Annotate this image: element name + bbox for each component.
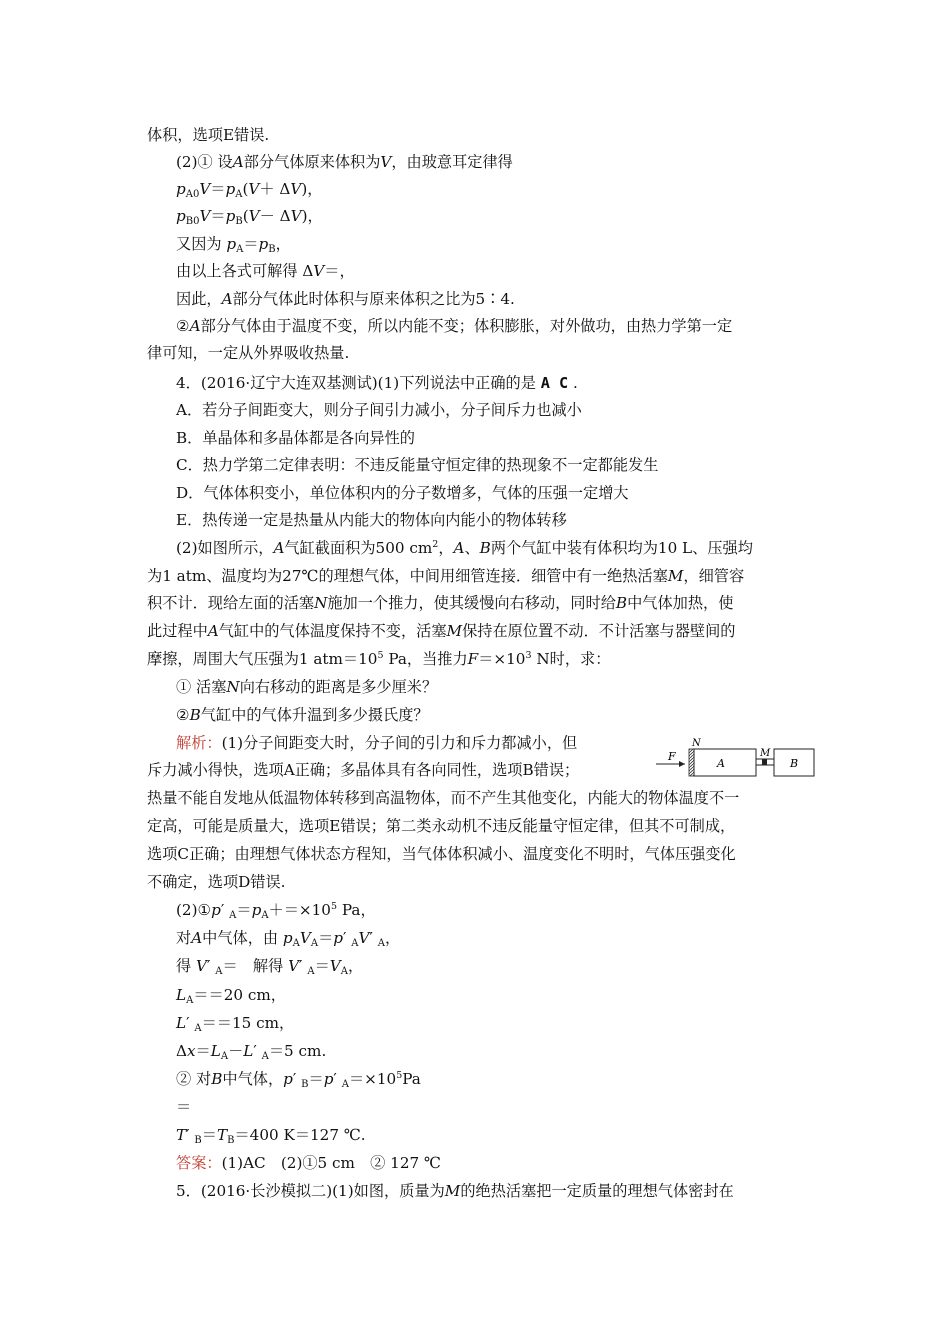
subscript: A (310, 938, 319, 949)
text: ， (347, 957, 364, 975)
equation-line (176, 1094, 191, 1120)
text: ＝ (201, 1126, 217, 1144)
text: Pa，当推力 (383, 650, 468, 668)
analysis-line (176, 730, 577, 756)
text: Pa， (337, 901, 376, 919)
equation-line (176, 953, 363, 979)
text: ′ (343, 929, 352, 947)
var: M (667, 567, 684, 585)
text: ＝ (210, 180, 226, 198)
text: N时，求： (531, 650, 611, 668)
var: B (189, 706, 201, 724)
subscript: A (261, 910, 269, 921)
subscript: B (194, 1135, 202, 1146)
text: ′ (333, 1070, 342, 1088)
text: )， (301, 207, 323, 225)
piston-m (762, 759, 767, 765)
text: 两个气缸中装有体积均为10 L、压强均 (490, 539, 753, 557)
text-line (147, 563, 744, 589)
superscript: 2 (432, 539, 439, 550)
superscript: 5 (330, 901, 338, 912)
subscript: B0 (185, 216, 200, 227)
var: L (243, 1042, 254, 1060)
text: ＋ Δ (259, 180, 291, 198)
text: 气缸中的气体温度保持不变，活塞 (218, 622, 447, 640)
var: A (189, 317, 201, 335)
equation-line (176, 1038, 326, 1064)
text: 中气体，由 (202, 929, 283, 947)
subscript: A (229, 910, 237, 921)
text: 对 (176, 929, 192, 947)
text: )， (301, 180, 323, 198)
text: ， (438, 539, 454, 557)
option-b (176, 425, 415, 451)
text: ＋＝×10 (268, 901, 331, 919)
var: V (199, 207, 211, 225)
text: 不确定，选项D错误. (147, 873, 286, 891)
option-a (176, 397, 582, 423)
text: 热量不能自发地从低温物体转移到高温物体，而不产生其他变化，内能大的物体温度不一 (147, 789, 740, 807)
text: － Δ (259, 207, 291, 225)
var: B (211, 1070, 223, 1088)
superscript: 5 (396, 1070, 403, 1081)
label-a: A (717, 757, 725, 770)
equation-line (176, 1010, 294, 1036)
var: V (313, 262, 325, 280)
text-line (147, 618, 735, 644)
text: ＝5 cm. (268, 1042, 327, 1060)
text: B．单晶体和多晶体都是各向异性的 (176, 429, 415, 447)
var: V (248, 207, 260, 225)
text-line (176, 286, 515, 312)
subscript: A (194, 1023, 202, 1034)
subscript: A (220, 1051, 229, 1062)
equation-line (176, 925, 400, 951)
option-e (176, 507, 567, 533)
text: . (568, 374, 578, 392)
text: Pa (402, 1070, 421, 1088)
text: (2)① 设 (176, 153, 233, 171)
text: ＝ (243, 235, 259, 253)
text: ＝ (308, 1070, 324, 1088)
var: p (251, 901, 262, 919)
var: V (196, 957, 207, 975)
var: A (273, 539, 285, 557)
text-line (147, 590, 733, 616)
equation-line (176, 1122, 366, 1148)
var: L (176, 986, 187, 1004)
var: M (444, 1182, 461, 1200)
var: p (283, 1070, 293, 1088)
text: ′ (186, 1126, 195, 1144)
text: 4．(2016·辽宁大连双基测试)(1)下列说法中正确的是 (176, 374, 541, 392)
text: 摩擦，周围大气压强为1 atm＝10 (147, 650, 378, 668)
text-line (147, 785, 739, 811)
subscript: A (186, 995, 194, 1006)
analysis-label: 解析： (176, 734, 222, 752)
equation-line (176, 176, 322, 202)
text-line (147, 813, 735, 839)
var: A (453, 539, 465, 557)
text: 部分气体原来体积为 (243, 153, 381, 171)
text: ′ (206, 957, 216, 975)
text: ′ (292, 1070, 302, 1088)
text: 中气体加热，使 (627, 594, 734, 612)
text: ( (242, 180, 249, 198)
superscript: 3 (525, 650, 532, 661)
text: ′ (186, 1014, 195, 1032)
text: 选项C正确；由理想气体状态方程知，当气体体积减小、温度变化不明时，气体压强变化 (147, 845, 736, 863)
answer-label: 答案： (176, 1154, 222, 1172)
var: T (216, 1126, 228, 1144)
var: F (467, 650, 479, 668)
text: A．若分子间距变大，则分子间引力减小，分子间斥力也减小 (176, 401, 582, 419)
text: ＝×10 (348, 1070, 397, 1088)
var: V (288, 957, 300, 975)
text: ′ (253, 1042, 262, 1060)
text: 气缸中的气体升温到多少摄氏度？ (200, 706, 429, 724)
var: p (258, 235, 269, 253)
text: ′ (369, 929, 378, 947)
text: D．气体体积变小，单位体积内的分子数增多，气体的压强一定增大 (176, 484, 629, 502)
text-line (147, 869, 286, 895)
var: V (380, 153, 392, 171)
text: ＝， (324, 262, 355, 280)
var: x (186, 1042, 196, 1060)
equation-line (176, 1066, 421, 1092)
text-line (147, 841, 736, 867)
var: p (211, 901, 221, 919)
text: (2)① (176, 901, 212, 919)
text-line (147, 340, 349, 366)
text-line (176, 149, 513, 175)
piston-n (689, 749, 694, 776)
text: 部分气体由于温度不变，所以内能不变；体积膨胀，对外做功，由热力学第一定 (200, 317, 733, 335)
subscript: A (341, 1079, 349, 1090)
var: N (226, 678, 240, 696)
text: 律可知，一定从外界吸收热量. (147, 344, 350, 362)
var: V (358, 929, 370, 947)
text-line (176, 702, 429, 728)
force-arrowhead (679, 761, 685, 767)
var: N (314, 594, 328, 612)
text: C．热力学第二定律表明：不违反能量守恒定律的热现象不一定都能发生 (176, 456, 659, 474)
text: 因此， (176, 290, 222, 308)
equation-line (176, 982, 286, 1008)
var: A (221, 290, 233, 308)
var: V (199, 180, 211, 198)
subscript: A (340, 966, 348, 977)
var: V (329, 957, 341, 975)
var: p (176, 180, 186, 198)
text: E．热传递一定是热量从内能大的物体向内能小的物体转移 (176, 511, 567, 529)
text: ，由玻意耳定律得 (391, 153, 513, 171)
text: ′ (220, 901, 230, 919)
text: 向右移动的距离是多少厘米？ (239, 678, 438, 696)
var: p (333, 929, 344, 947)
text-line (176, 535, 753, 561)
subscript: A (292, 938, 300, 949)
var: p (226, 235, 237, 253)
text: ＝ (195, 1042, 211, 1060)
subscript: A (377, 938, 386, 949)
subscript: A (236, 244, 244, 255)
answer-line (176, 1150, 441, 1176)
text-line (147, 122, 269, 148)
var: M (446, 622, 463, 640)
var: p (225, 207, 236, 225)
subscript: A (307, 966, 315, 977)
var: V (290, 180, 302, 198)
subscript: A (261, 1051, 269, 1062)
equation-line (176, 203, 323, 229)
text: ② (176, 317, 190, 335)
subscript: B (235, 216, 243, 227)
var: T (176, 1126, 187, 1144)
text: 保持在原位置不动．不计活塞与器壁间的 (462, 622, 736, 640)
text: 中气体， (222, 1070, 284, 1088)
text: 为1 atm、温度均为27℃的理想气体，中间用细管连接．细管中有一绝热活塞 (147, 567, 668, 585)
text-line (176, 674, 437, 700)
option-d (176, 480, 629, 506)
cylinder-diagram (654, 716, 816, 780)
label-m: M (760, 748, 771, 759)
text: (2)如图所示， (176, 539, 274, 557)
option-c (176, 452, 658, 478)
text-line (176, 313, 732, 339)
var: L (210, 1042, 221, 1060)
answer-blank: A C (540, 374, 569, 392)
label-b: B (790, 757, 799, 770)
equation-line (176, 258, 355, 284)
text: (1)分子间距变大时，分子间的引力和斥力都减小，但 (221, 734, 578, 752)
subscript: B (301, 1079, 309, 1090)
text: ＝＝15 cm， (201, 1014, 295, 1032)
equation-line (176, 231, 291, 257)
text: ＝400 K＝127 ℃. (234, 1126, 366, 1144)
text-line (147, 646, 610, 672)
text: ， (275, 235, 291, 253)
var: L (176, 1014, 187, 1032)
text: 部分气体此时体积与原来体积之比为5∶4. (232, 290, 515, 308)
subscript: A0 (185, 189, 200, 200)
text: ＝×10 (478, 650, 526, 668)
text: 此过程中 (147, 622, 208, 640)
text: 定高，可能是质量大，选项E错误；第二类永动机不违反能量守恒定律，但其不可制成， (147, 817, 736, 835)
text: ＝ 解得 (222, 957, 289, 975)
var: V (290, 207, 302, 225)
var: A (232, 153, 244, 171)
text: ② (176, 706, 190, 724)
label-f: F (668, 750, 676, 763)
text: 又因为 (176, 235, 227, 253)
text: ，细管容 (683, 567, 745, 585)
text: 积不计．现给左面的活塞 (147, 594, 315, 612)
text: ＝＝20 cm， (193, 986, 286, 1004)
text: ＝ (314, 957, 330, 975)
text: ＝ (236, 901, 252, 919)
text: ① 活塞 (176, 678, 227, 696)
text-line (147, 757, 579, 783)
text: 气缸截面积为500 cm (284, 539, 433, 557)
subscript: A (235, 189, 243, 200)
superscript: 5 (377, 650, 384, 661)
text: ② 对 (176, 1070, 212, 1088)
var: V (248, 180, 260, 198)
var: p (225, 180, 236, 198)
var: A (191, 929, 203, 947)
text: 的绝热活塞把一定质量的理想气体密封在 (460, 1182, 734, 1200)
question-line (176, 370, 578, 396)
text: 体积，选项E错误. (147, 126, 270, 144)
subscript: B (268, 244, 276, 255)
subscript: B (227, 1135, 235, 1146)
var: B (479, 539, 491, 557)
var: p (323, 1070, 334, 1088)
text: Δ (176, 1042, 187, 1060)
equation-line (176, 897, 376, 923)
text: 得 (176, 957, 197, 975)
text: 斥力减小得快，选项A正确；多晶体具有各向同性，选项B错误； (147, 761, 580, 779)
var: B (615, 594, 628, 612)
var: p (282, 929, 293, 947)
subscript: A (351, 938, 359, 949)
subscript: A (215, 966, 223, 977)
var: V (299, 929, 311, 947)
label-n: N (692, 738, 701, 749)
text: ＝ (210, 207, 226, 225)
text: 施加一个推力，使其缓慢向右移动，同时给 (327, 594, 616, 612)
text: 由以上各式可解得 Δ (176, 262, 314, 280)
text: － (228, 1042, 244, 1060)
cylinder-a (694, 749, 756, 776)
text: ′ (299, 957, 308, 975)
text: ＝ (318, 929, 334, 947)
text: 、 (464, 539, 480, 557)
var: p (176, 207, 186, 225)
text: ＝ (176, 1098, 192, 1116)
text: (1)AC (2)①5 cm ② 127 ℃ (221, 1154, 441, 1172)
var: A (207, 622, 219, 640)
text: 5．(2016·长沙模拟二)(1)如图，质量为 (176, 1182, 445, 1200)
text: ， (385, 929, 401, 947)
question-line (176, 1178, 734, 1204)
text: ( (242, 207, 249, 225)
